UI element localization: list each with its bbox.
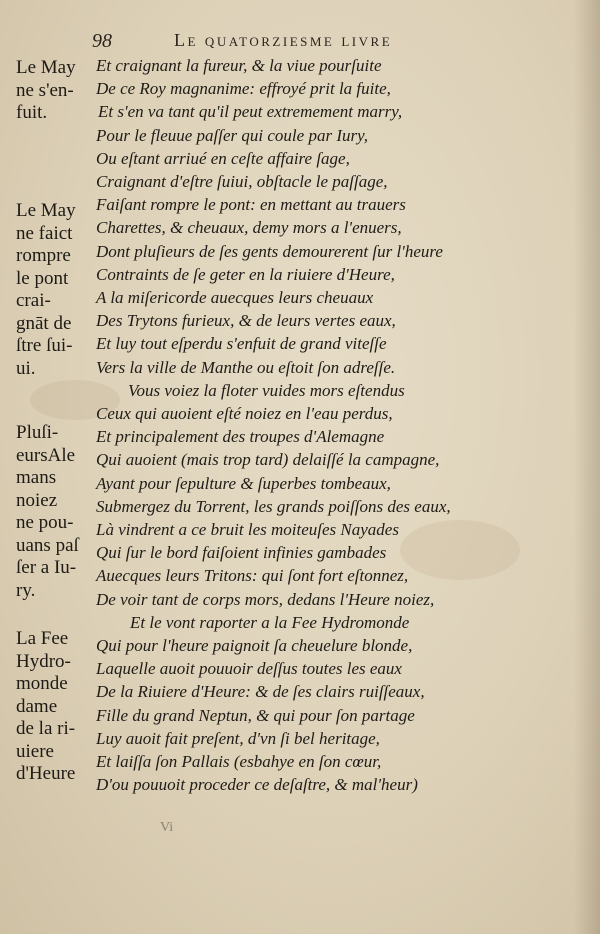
verse-line [0,172,600,195]
verse-line [0,404,600,427]
verse-line [0,242,600,265]
verse-text: Et s'en va tant qu'il peut extremement marry, [98,102,403,122]
verse-text: Craignant d'eſtre ſuiui, obſtacle le paſſage, [96,172,388,191]
page-header [92,28,492,56]
margin-note-line: rompre [16,245,71,266]
verse-line [0,566,600,589]
verse-text: De voir tant de corps mors, dedans l'Heure noiez, [96,589,435,609]
verse-text: De la Riuiere d'Heure: & de ſes clairs ruiſſeaux, [96,682,425,702]
verse-line [0,775,600,798]
margin-note-line: uiere [16,740,54,762]
verse-text: Luy auoit fait preſent, d'vn ſi bel heritage, [96,728,380,748]
verse-text: Charettes, & cheuaux, demy mors a l'enuers, [96,218,402,238]
verse-line [0,79,600,102]
verse-line [0,126,600,149]
margin-note-line: Le May [16,57,76,78]
margin-note-line: eursAle [16,444,76,466]
margin-note-line: Pluſi- [16,422,59,443]
verse-line [0,102,600,125]
verse-text: Et craignant la fureur, & la viue pourſuite [96,56,382,75]
running-title: Le quatorziesme livre [174,30,393,50]
verse-text: Ceux qui auoient eſté noiez en l'eau perdus, [96,404,393,423]
verse-line [0,636,600,659]
verse-line [0,706,600,729]
verse-line [0,56,600,79]
verse-line [0,520,600,543]
verse-text: Qui pour l'heure paignoit ſa cheuelure blonde, [96,636,413,655]
margin-note-line: noiez [16,489,58,511]
margin-note-line: ne pou- [16,512,74,533]
verse-line [0,497,600,520]
verse-line [0,358,600,381]
verse-text: Et le vont raporter a la Fee Hydromonde [130,612,410,632]
verse-line [0,311,600,334]
verse-line [0,265,600,288]
verse-line [0,752,600,775]
verse-text: Fille du grand Neptun, & qui pour ſon partage [96,705,415,725]
verse-text: Submergez du Torrent, les grands poiſſons des eaux, [96,496,451,516]
verse-text: Ayant pour ſepulture & ſuperbes tombeaux, [96,473,391,493]
verse-text: Vous voiez la floter vuides mors eſtendus [128,380,405,400]
verse-text: Qui ſur le bord faiſoient infinies gambades [96,543,387,563]
margin-note-line: ne s'en- [16,79,74,101]
verse-text: Vers la ville de Manthe ou eſtoit ſon adreſſe. [96,357,396,377]
margin-note-line: Le May [16,200,76,221]
verse-line [0,682,600,705]
verse-text: Dont pluſieurs de ſes gents demourerent ſur l'heure [96,241,443,261]
margin-note-line: ſer a Iu- [16,557,77,578]
verse-line [0,381,600,404]
verse-line [0,590,600,613]
verse-line [0,288,600,311]
margin-note-line: de la ri- [16,718,76,739]
margin-note-line: ui. [16,357,36,379]
verse-line [0,450,600,473]
margin-note-line: gnāt de [16,312,72,334]
verse-line [0,149,600,172]
verse-text: Et luy tout eſperdu s'enfuit de grand viteſſe [96,334,387,354]
margin-note-line: uans paſ [16,534,79,556]
verse-line [0,729,600,752]
verse-text: Là vindrent a ce bruit les moiteuſes Nayades [96,520,399,539]
verse-text: Faiſant rompre le pont: en mettant au trauers [96,195,406,215]
verse-text: A la miſericorde auecques leurs cheuaux [96,288,374,307]
verse-text: D'ou pouuoit proceder ce deſaſtre, & mal'heur) [96,775,418,795]
margin-note-line: crai- [16,290,51,311]
margin-note-line: fuit. [16,102,48,123]
verse-text: Et principalement des troupes d'Alemagne [96,427,385,447]
verse-text: Des Trytons furieux, & de leurs vertes eaux, [96,311,396,331]
verse-line [0,613,600,636]
verse-text: Auecques leurs Tritons: qui ſont fort eſtonnez, [96,566,409,586]
verse-line [0,474,600,497]
margin-note-line: La Fee [16,628,69,649]
verse-text: Qui auoient (mais trop tard) delaiſſé la campagne, [96,450,440,470]
verse-text: Laquelle auoit pouuoir deſſus toutes les eaux [96,659,402,679]
margin-note-line: dame [16,695,58,717]
margin-note-line: d'Heure [16,763,76,784]
verse-text: Ou eſtant arriué en ceſte affaire ſage, [96,148,350,168]
verse-line [0,334,600,357]
margin-note-line: le pont [16,267,69,289]
verse-text: Contraints de ſe geter en la riuiere d'Heure, [96,264,395,284]
verse-text: De ce Roy magnanime: effroyé prit la fuite, [96,79,391,99]
signature-mark: Vi [160,820,174,835]
verse-text: Et laiſſa ſon Pallais (esbahye en ſon cœur, [96,752,382,771]
margin-note-line: ne faict [16,222,73,244]
margin-note-line: ſtre ſui- [16,335,73,356]
verse-line [0,427,600,450]
verse-line [0,543,600,566]
verse-text: Pour le fleuue paſſer qui coule par Iury, [96,125,368,145]
margin-note-line: mans [16,467,57,488]
verse-line [0,195,600,218]
margin-note-line: Hydro- [16,650,71,672]
verse-line [0,218,600,241]
margin-note-line: monde [16,673,68,694]
margin-note-line: ry. [16,579,36,601]
page-number: 98 [92,30,112,52]
verse-line [0,659,600,682]
